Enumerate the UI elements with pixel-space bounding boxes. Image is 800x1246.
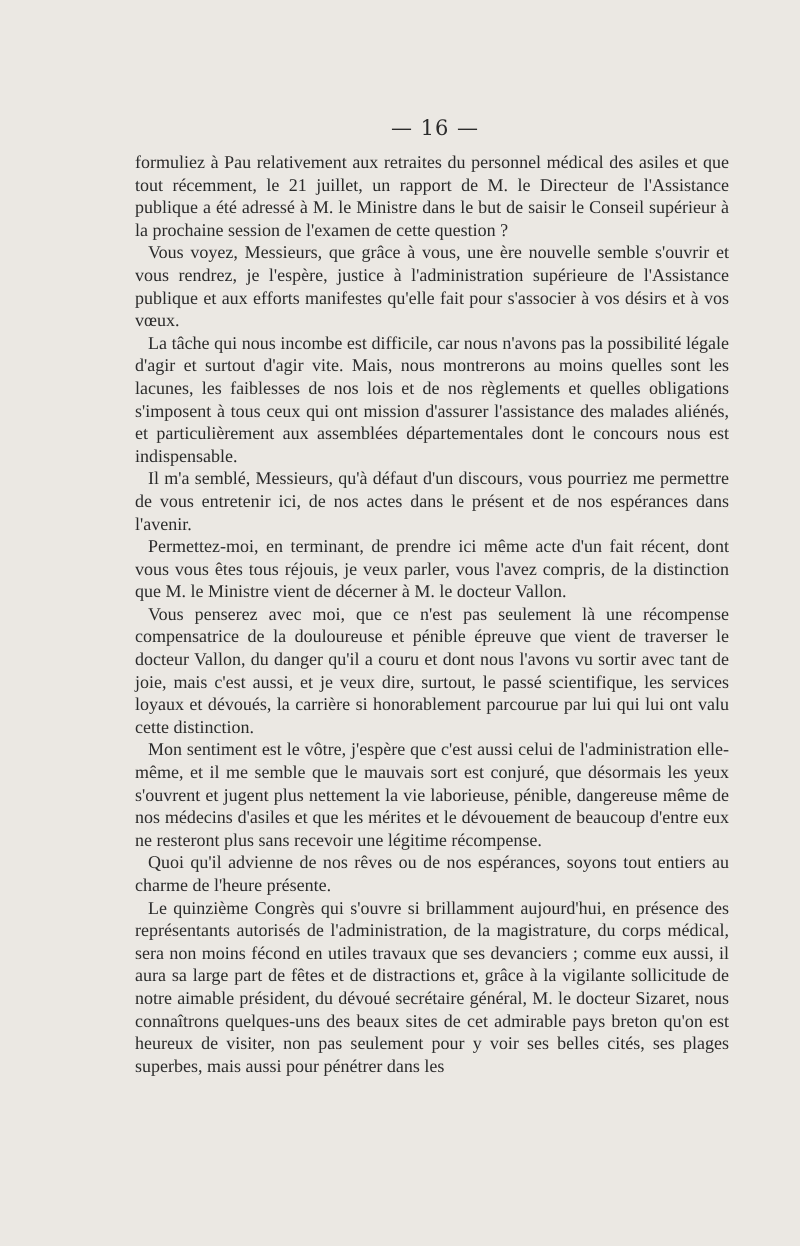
page-number: — 16 —	[390, 116, 480, 140]
paragraph: Vous voyez, Messieurs, que grâce à vous, une ère nouvelle semble s'ouvrir et vous rendrez, je l'espère, justice à l'administration supérieure de l'Assistance publique et aux efforts manifestes qu'elle fait pour s'associer à vos désirs et à vos vœux.	[135, 242, 729, 331]
paragraph: Permettez-moi, en terminant, de prendre ici même acte d'un fait récent, dont vous vous êtes tous réjouis, je veux parler, vous l'avez compris, de la distinction que M. le Ministre vient de décerner à M. le docteur Vallon.	[135, 536, 729, 602]
paragraph: Le quinzième Congrès qui s'ouvre si brillamment aujourd'hui, en présence des représentants autorisés de l'administration, de la magistrature, du corps médical, sera non moins fécond en utiles travaux que ses devanciers ; comme eux aussi, il aura sa large part de fêtes et de distractions et, grâce à la vigilante sollicitude de notre aimable président, du dévoué secrétaire général, M. le docteur Sizaret, nous connaîtrons quelques-uns des beaux sites de cet admirable pays breton qu'on est heureux de visiter, non pas seulement pour y voir ses belles cités, ses plages superbes, mais aussi pour pénétrer dans les	[135, 897, 729, 1076]
body-text	[135, 151, 729, 1077]
paragraph: La tâche qui nous incombe est difficile, car nous n'avons pas la possibilité légale d'agir et surtout d'agir vite. Mais, nous montrerons au moins quelles sont les lacunes, les faiblesses de nos lois et de nos règlements et quelles obligations s'imposent à tous ceux qui ont mission d'assurer l'assistance des malades aliénés, et particulièrement aux assemblées départementales dont le concours nous est indispensable.	[135, 332, 729, 466]
paragraph: Vous penserez avec moi, que ce n'est pas seulement là une récompense compensatrice de la douloureuse et pénible épreuve que vient de traverser le docteur Vallon, du danger qu'il a couru et dont nous l'avons vu sortir avec tant de joie, mais c'est aussi, et je veux dire, surtout, le passé scientifique, les services loyaux et dévoués, la carrière si honorablement parcourue par lui qui lui ont valu cette distinction.	[135, 603, 729, 737]
paragraph: Il m'a semblé, Messieurs, qu'à défaut d'un discours, vous pourriez me permettre de vous entretenir ici, de nos actes dans le présent et de nos espérances dans l'avenir.	[135, 468, 729, 534]
paragraph: Quoi qu'il advienne de nos rêves ou de nos espérances, soyons tout entiers au charme de l'heure présente.	[135, 852, 729, 895]
paragraph: Mon sentiment est le vôtre, j'espère que c'est aussi celui de l'administration elle-même, et il me semble que le mauvais sort est conjuré, que désormais les yeux s'ouvrent et jugent plus nettement la vie laborieuse, pénible, dangereuse même de nos médecins d'asiles et que les mérites et le dévouement de beaucoup d'entre eux ne resteront plus sans recevoir une légitime récompense.	[135, 739, 729, 850]
paragraph: formuliez à Pau relativement aux retraites du personnel médical des asiles et que tout récemment, le 21 juillet, un rapport de M. le Directeur de l'Assistance publique a été adressé à M. le Ministre dans le but de saisir le Conseil supérieur à la prochaine session de l'examen de cette question ?	[135, 152, 729, 240]
